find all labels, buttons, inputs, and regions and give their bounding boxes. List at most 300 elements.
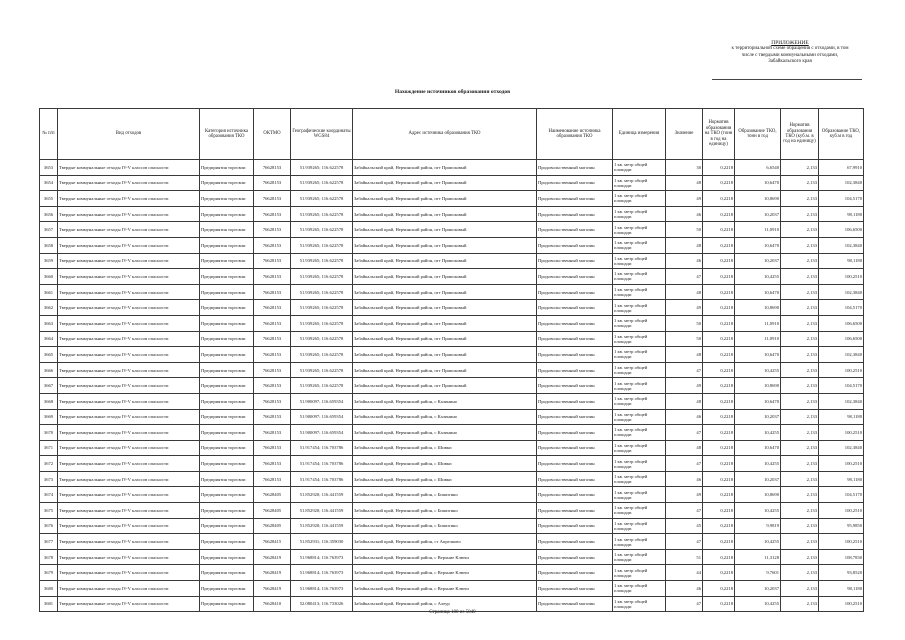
table-row — [40, 503, 864, 519]
coordinates-cell: 51.939265; 116.622578 — [291, 347, 353, 363]
waste-type-cell: Твердые коммунальные отходы IV-V классов опасности — [58, 331, 200, 347]
value-cell: 49 — [666, 487, 703, 503]
address-cell: Забайкальский край, Нерчинский район, с Калинино — [353, 393, 537, 409]
volume-t-cell: 10,4255 — [735, 362, 781, 378]
volume-m3-cell: 95,9850 — [819, 518, 864, 534]
address-cell: Забайкальский край, Нерчинский район, пгт Приисковый — [353, 222, 537, 238]
address-cell: Забайкальский край, Нерчинский район, пгт Приисковый — [353, 253, 537, 269]
oktmo-cell: 76628153 — [254, 175, 291, 191]
value-cell: 47 — [666, 456, 703, 472]
volume-m3-cell: 102,3840 — [819, 347, 864, 363]
coordinates-cell: 51.968814; 116.763973 — [291, 549, 353, 565]
volume-m3-cell: 98,1180 — [819, 471, 864, 487]
volume-t-cell: 10,2037 — [735, 253, 781, 269]
volume-t-cell: 11,3128 — [735, 549, 781, 565]
norm-m3-cell: 2,133 — [781, 160, 819, 176]
address-cell: Забайкальский край, Нерчинский район, с Верхние Ключи — [353, 549, 537, 565]
source-name-cell: Продовольственный магазин — [537, 237, 613, 253]
norm-m3-cell: 2,133 — [781, 487, 819, 503]
norm-m3-cell: 2,133 — [781, 456, 819, 472]
coordinates-cell: 51.939265; 116.622578 — [291, 237, 353, 253]
header-volume-t: Образование ТКО, тонн в год — [735, 109, 781, 160]
volume-m3-cell: 100,2510 — [819, 362, 864, 378]
address-cell: Забайкальский край, Нерчинский район, пгт Приисковый — [353, 160, 537, 176]
source-name-cell: Продовольственный магазин — [537, 440, 613, 456]
source-name-cell: Продовольственный магазин — [537, 300, 613, 316]
norm-t-cell: 0,2218 — [703, 409, 735, 425]
unit-cell: 1 кв. метр общей площади — [613, 503, 666, 519]
waste-type-cell: Твердые коммунальные отходы IV-V классов опасности — [58, 378, 200, 394]
source-name-cell: Продовольственный магазин — [537, 534, 613, 550]
volume-t-cell: 10,6470 — [735, 175, 781, 191]
volume-m3-cell: 98,1180 — [819, 409, 864, 425]
norm-t-cell: 0,2218 — [703, 581, 735, 597]
value-cell: 47 — [666, 269, 703, 285]
unit-cell: 1 кв. метр общей площади — [613, 315, 666, 331]
unit-cell: 1 кв. метр общей площади — [613, 456, 666, 472]
norm-m3-cell: 2,133 — [781, 206, 819, 222]
oktmo-cell: 76628153 — [254, 378, 291, 394]
page-footer: Страница 180 из 5049 — [429, 610, 476, 615]
header-coords: Географические координаты WGS84 — [291, 109, 353, 160]
waste-type-cell: Твердые коммунальные отходы IV-V классов опасности — [58, 253, 200, 269]
norm-t-cell: 0,2218 — [703, 471, 735, 487]
norm-m3-cell: 2,133 — [781, 378, 819, 394]
volume-m3-cell: 100,2510 — [819, 503, 864, 519]
unit-cell: 1 кв. метр общей площади — [613, 253, 666, 269]
address-cell: Забайкальский край, Нерчинский район, с Верхние Ключи — [353, 565, 537, 581]
table-row — [40, 471, 864, 487]
waste-type-cell: Твердые коммунальные отходы IV-V классов опасности — [58, 534, 200, 550]
address-cell: Забайкальский край, Нерчинский район, пгт Приисковый — [353, 378, 537, 394]
coordinates-cell: 51.939265; 116.622578 — [291, 206, 353, 222]
value-cell: 50 — [666, 331, 703, 347]
appendix-underline — [712, 79, 862, 80]
value-cell: 46 — [666, 206, 703, 222]
volume-t-cell: 10,6470 — [735, 284, 781, 300]
unit-cell: 1 кв. метр общей площади — [613, 237, 666, 253]
row-num-cell: 3673 — [40, 471, 58, 487]
unit-cell: 1 кв. метр общей площади — [613, 393, 666, 409]
volume-m3-cell: 98,1180 — [819, 581, 864, 597]
norm-m3-cell: 2,133 — [781, 362, 819, 378]
volume-t-cell: 10,2037 — [735, 206, 781, 222]
waste-type-cell: Твердые коммунальные отходы IV-V классов опасности — [58, 191, 200, 207]
address-cell: Забайкальский край, Нерчинский район, с Калинино — [353, 409, 537, 425]
address-cell: Забайкальский край, Нерчинский район, с Бишигино — [353, 503, 537, 519]
row-num-cell: 3681 — [40, 596, 58, 612]
unit-cell: 1 кв. метр общей площади — [613, 534, 666, 550]
norm-t-cell: 0,2218 — [703, 549, 735, 565]
coordinates-cell: 51.939265; 116.622578 — [291, 253, 353, 269]
unit-cell: 1 кв. метр общей площади — [613, 347, 666, 363]
row-num-cell: 3657 — [40, 222, 58, 238]
waste-type-cell: Твердые коммунальные отходы IV-V классов опасности — [58, 315, 200, 331]
norm-t-cell: 0,2218 — [703, 393, 735, 409]
waste-sources-table — [39, 108, 864, 612]
address-cell: Забайкальский край, Нерчинский район, с Шивки — [353, 456, 537, 472]
header-num: № п/п — [40, 109, 58, 160]
volume-t-cell: 9,7601 — [735, 565, 781, 581]
source-name-cell: Продовольственный магазин — [537, 362, 613, 378]
norm-m3-cell: 2,133 — [781, 269, 819, 285]
row-num-cell: 3672 — [40, 456, 58, 472]
coordinates-cell: 51.900097; 116.659354 — [291, 393, 353, 409]
unit-cell: 1 кв. метр общей площади — [613, 409, 666, 425]
source-name-cell: Продовольственный магазин — [537, 409, 613, 425]
oktmo-cell: 76628153 — [254, 191, 291, 207]
volume-t-cell: 10,6470 — [735, 393, 781, 409]
table-row — [40, 175, 864, 191]
waste-type-cell: Твердые коммунальные отходы IV-V классов опасности — [58, 409, 200, 425]
value-cell: 47 — [666, 503, 703, 519]
unit-cell: 1 кв. метр общей площади — [613, 518, 666, 534]
table-row — [40, 331, 864, 347]
unit-cell: 1 кв. метр общей площади — [613, 378, 666, 394]
waste-type-cell: Твердые коммунальные отходы IV-V классов опасности — [58, 300, 200, 316]
unit-cell: 1 кв. метр общей площади — [613, 581, 666, 597]
waste-type-cell: Твердые коммунальные отходы IV-V классов опасности — [58, 347, 200, 363]
waste-type-cell: Твердые коммунальные отходы IV-V классов опасности — [58, 565, 200, 581]
volume-m3-cell: 102,3840 — [819, 284, 864, 300]
table-row — [40, 378, 864, 394]
volume-t-cell: 10,8690 — [735, 378, 781, 394]
table-row — [40, 237, 864, 253]
table-row — [40, 565, 864, 581]
unit-cell: 1 кв. метр общей площади — [613, 549, 666, 565]
norm-m3-cell: 2,133 — [781, 393, 819, 409]
category-cell: Предприятия торговли — [200, 534, 254, 550]
unit-cell: 1 кв. метр общей площади — [613, 565, 666, 581]
address-cell: Забайкальский край, Нерчинский район, пгт Приисковый — [353, 315, 537, 331]
value-cell: 51 — [666, 549, 703, 565]
coordinates-cell: 52.080413; 116.733026 — [291, 596, 353, 612]
table-row — [40, 425, 864, 441]
row-num-cell: 3661 — [40, 284, 58, 300]
waste-type-cell: Твердые коммунальные отходы IV-V классов опасности — [58, 440, 200, 456]
volume-t-cell: 10,2037 — [735, 581, 781, 597]
volume-t-cell: 10,6470 — [735, 237, 781, 253]
unit-cell: 1 кв. метр общей площади — [613, 160, 666, 176]
row-num-cell: 3660 — [40, 269, 58, 285]
document-title: Нахождение источников образования отходов — [394, 89, 511, 95]
coordinates-cell: 51.939265; 116.622578 — [291, 300, 353, 316]
unit-cell: 1 кв. метр общей площади — [613, 300, 666, 316]
norm-m3-cell: 2,133 — [781, 300, 819, 316]
volume-m3-cell: 100,2510 — [819, 456, 864, 472]
row-num-cell: 3668 — [40, 393, 58, 409]
row-num-cell: 3653 — [40, 160, 58, 176]
header-address: Адрес источника образования ТКО — [353, 109, 537, 160]
coordinates-cell: 51.852931; 116.359030 — [291, 534, 353, 550]
header-value: Значение — [666, 109, 703, 160]
table-row — [40, 487, 864, 503]
norm-t-cell: 0,2218 — [703, 206, 735, 222]
category-cell: Предприятия торговли — [200, 315, 254, 331]
table-row — [40, 549, 864, 565]
unit-cell: 1 кв. метр общей площади — [613, 191, 666, 207]
row-num-cell: 3662 — [40, 300, 58, 316]
waste-type-cell: Твердые коммунальные отходы IV-V классов опасности — [58, 518, 200, 534]
waste-type-cell: Твердые коммунальные отходы IV-V классов опасности — [58, 487, 200, 503]
row-num-cell: 3671 — [40, 440, 58, 456]
row-num-cell: 3677 — [40, 534, 58, 550]
norm-m3-cell: 2,133 — [781, 534, 819, 550]
table-row — [40, 440, 864, 456]
address-cell: Забайкальский край, Нерчинский район, с Шивки — [353, 471, 537, 487]
coordinates-cell: 51.917454; 116.703786 — [291, 456, 353, 472]
row-num-cell: 3667 — [40, 378, 58, 394]
volume-m3-cell: 102,3840 — [819, 175, 864, 191]
value-cell: 45 — [666, 518, 703, 534]
unit-cell: 1 кв. метр общей площади — [613, 487, 666, 503]
table-row — [40, 160, 864, 176]
category-cell: Предприятия торговли — [200, 440, 254, 456]
oktmo-cell: 76628153 — [254, 331, 291, 347]
coordinates-cell: 51.939265; 116.622578 — [291, 175, 353, 191]
value-cell: 46 — [666, 253, 703, 269]
category-cell: Предприятия торговли — [200, 160, 254, 176]
volume-m3-cell: 100,2510 — [819, 269, 864, 285]
value-cell: 49 — [666, 378, 703, 394]
oktmo-cell: 76628153 — [254, 409, 291, 425]
value-cell: 49 — [666, 191, 703, 207]
table-row — [40, 206, 864, 222]
waste-type-cell: Твердые коммунальные отходы IV-V классов опасности — [58, 471, 200, 487]
source-name-cell: Продовольственный магазин — [537, 565, 613, 581]
row-num-cell: 3676 — [40, 518, 58, 534]
table-row — [40, 191, 864, 207]
value-cell: 48 — [666, 347, 703, 363]
address-cell: Забайкальский край, Нерчинский район, с Верхние Ключи — [353, 581, 537, 597]
oktmo-cell: 76628153 — [254, 237, 291, 253]
waste-type-cell: Твердые коммунальные отходы IV-V классов опасности — [58, 456, 200, 472]
row-num-cell: 3665 — [40, 347, 58, 363]
norm-t-cell: 0,2218 — [703, 253, 735, 269]
row-num-cell: 3666 — [40, 362, 58, 378]
norm-t-cell: 0,2218 — [703, 456, 735, 472]
waste-type-cell: Твердые коммунальные отходы IV-V классов опасности — [58, 596, 200, 612]
category-cell: Предприятия торговли — [200, 331, 254, 347]
value-cell: 46 — [666, 471, 703, 487]
table-header-row — [40, 109, 864, 160]
header-norm-t: Норматив образования на ТКО (тонн в год на единицу) — [703, 109, 735, 160]
oktmo-cell: 76628405 — [254, 487, 291, 503]
volume-m3-cell: 102,3840 — [819, 237, 864, 253]
waste-type-cell: Твердые коммунальные отходы IV-V классов опасности — [58, 222, 200, 238]
category-cell: Предприятия торговли — [200, 175, 254, 191]
unit-cell: 1 кв. метр общей площади — [613, 425, 666, 441]
header-category: Категория источника образования ТКО — [200, 109, 254, 160]
value-cell: 50 — [666, 315, 703, 331]
volume-m3-cell: 106,6500 — [819, 222, 864, 238]
volume-t-cell: 10,2037 — [735, 409, 781, 425]
oktmo-cell: 76628153 — [254, 222, 291, 238]
category-cell: Предприятия торговли — [200, 222, 254, 238]
value-cell: 46 — [666, 581, 703, 597]
norm-m3-cell: 2,133 — [781, 237, 819, 253]
norm-t-cell: 0,2218 — [703, 518, 735, 534]
norm-m3-cell: 2,133 — [781, 284, 819, 300]
volume-m3-cell: 104,5170 — [819, 487, 864, 503]
waste-type-cell: Твердые коммунальные отходы IV-V классов опасности — [58, 160, 200, 176]
norm-t-cell: 0,2218 — [703, 300, 735, 316]
source-name-cell: Продовольственный магазин — [537, 581, 613, 597]
waste-type-cell: Твердые коммунальные отходы IV-V классов опасности — [58, 362, 200, 378]
oktmo-cell: 76628153 — [254, 425, 291, 441]
address-cell: Забайкальский край, Нерчинский район, с Шивки — [353, 440, 537, 456]
category-cell: Предприятия торговли — [200, 378, 254, 394]
volume-m3-cell: 100,2510 — [819, 534, 864, 550]
oktmo-cell: 76628405 — [254, 503, 291, 519]
category-cell: Предприятия торговли — [200, 191, 254, 207]
volume-t-cell: 10,8690 — [735, 487, 781, 503]
table-row — [40, 253, 864, 269]
category-cell: Предприятия торговли — [200, 518, 254, 534]
norm-m3-cell: 2,133 — [781, 191, 819, 207]
oktmo-cell: 76628410 — [254, 596, 291, 612]
oktmo-cell: 76628153 — [254, 253, 291, 269]
oktmo-cell: 76628153 — [254, 471, 291, 487]
unit-cell: 1 кв. метр общей площади — [613, 440, 666, 456]
norm-m3-cell: 2,133 — [781, 425, 819, 441]
unit-cell: 1 кв. метр общей площади — [613, 362, 666, 378]
category-cell: Предприятия торговли — [200, 565, 254, 581]
value-cell: 47 — [666, 362, 703, 378]
norm-m3-cell: 2,133 — [781, 596, 819, 612]
oktmo-cell: 76628153 — [254, 440, 291, 456]
header-norm-m3: Норматив образования ТКО (куб.м. в год на единицу) — [781, 109, 819, 160]
value-cell: 48 — [666, 175, 703, 191]
oktmo-cell: 76628153 — [254, 315, 291, 331]
volume-t-cell: 10,8690 — [735, 300, 781, 316]
address-cell: Забайкальский край, Нерчинский район, пгт Приисковый — [353, 206, 537, 222]
waste-type-cell: Твердые коммунальные отходы IV-V классов опасности — [58, 393, 200, 409]
norm-t-cell: 0,2218 — [703, 378, 735, 394]
coordinates-cell: 51.917454; 116.703786 — [291, 471, 353, 487]
volume-m3-cell: 98,1180 — [819, 253, 864, 269]
unit-cell: 1 кв. метр общей площади — [613, 331, 666, 347]
row-num-cell: 3674 — [40, 487, 58, 503]
waste-type-cell: Твердые коммунальные отходы IV-V классов опасности — [58, 206, 200, 222]
appendix-line-2: числе с твердыми коммунальными отходами, — [741, 52, 839, 58]
oktmo-cell: 76628153 — [254, 300, 291, 316]
address-cell: Забайкальский край, Нерчинский район, с Калинино — [353, 425, 537, 441]
source-name-cell: Продовольственный магазин — [537, 549, 613, 565]
address-cell: Забайкальский край, Нерчинский район, с Алеур — [353, 596, 537, 612]
source-name-cell: Продовольственный магазин — [537, 378, 613, 394]
norm-t-cell: 0,2218 — [703, 503, 735, 519]
source-name-cell: Продовольственный магазин — [537, 456, 613, 472]
category-cell: Предприятия торговли — [200, 456, 254, 472]
norm-m3-cell: 2,133 — [781, 518, 819, 534]
source-name-cell: Продовольственный магазин — [537, 315, 613, 331]
norm-t-cell: 0,2218 — [703, 487, 735, 503]
table-row — [40, 347, 864, 363]
source-name-cell: Продовольственный магазин — [537, 471, 613, 487]
table-body — [40, 160, 864, 612]
volume-t-cell: 10,4255 — [735, 503, 781, 519]
norm-t-cell: 0,2218 — [703, 315, 735, 331]
volume-t-cell: 10,4255 — [735, 456, 781, 472]
address-cell: Забайкальский край, Нерчинский район, с Бишигино — [353, 487, 537, 503]
row-num-cell: 3658 — [40, 237, 58, 253]
unit-cell: 1 кв. метр общей площади — [613, 269, 666, 285]
source-name-cell: Продовольственный магазин — [537, 596, 613, 612]
appendix-block — [700, 40, 880, 66]
volume-m3-cell: 100,2510 — [819, 596, 864, 612]
norm-t-cell: 0,2218 — [703, 596, 735, 612]
waste-type-cell: Твердые коммунальные отходы IV-V классов опасности — [58, 581, 200, 597]
unit-cell: 1 кв. метр общей площади — [613, 284, 666, 300]
source-name-cell: Продовольственный магазин — [537, 487, 613, 503]
category-cell: Предприятия торговли — [200, 425, 254, 441]
row-num-cell: 3656 — [40, 206, 58, 222]
volume-t-cell: 10,2037 — [735, 471, 781, 487]
unit-cell: 1 кв. метр общей площади — [613, 596, 666, 612]
waste-type-cell: Твердые коммунальные отходы IV-V классов опасности — [58, 425, 200, 441]
norm-m3-cell: 2,133 — [781, 565, 819, 581]
coordinates-cell: 51.900097; 116.659354 — [291, 409, 353, 425]
table-row — [40, 409, 864, 425]
category-cell: Предприятия торговли — [200, 503, 254, 519]
volume-t-cell: 9,9819 — [735, 518, 781, 534]
row-num-cell: 3654 — [40, 175, 58, 191]
coordinates-cell: 51.900097; 116.659354 — [291, 425, 353, 441]
oktmo-cell: 76628153 — [254, 456, 291, 472]
category-cell: Предприятия торговли — [200, 206, 254, 222]
norm-m3-cell: 2,133 — [781, 175, 819, 191]
coordinates-cell: 51.852920; 116.441559 — [291, 518, 353, 534]
unit-cell: 1 кв. метр общей площади — [613, 222, 666, 238]
volume-m3-cell: 93,8520 — [819, 565, 864, 581]
appendix-line-3: Забайкальского края — [768, 59, 812, 65]
table-row — [40, 518, 864, 534]
row-num-cell: 3659 — [40, 253, 58, 269]
norm-m3-cell: 2,133 — [781, 440, 819, 456]
norm-m3-cell: 2,133 — [781, 409, 819, 425]
waste-type-cell: Твердые коммунальные отходы IV-V классов опасности — [58, 175, 200, 191]
norm-t-cell: 0,2218 — [703, 191, 735, 207]
volume-m3-cell: 104,5170 — [819, 378, 864, 394]
table-row — [40, 269, 864, 285]
address-cell: Забайкальский край, Нерчинский район, пгт Приисковый — [353, 175, 537, 191]
row-num-cell: 3670 — [40, 425, 58, 441]
value-cell: 48 — [666, 393, 703, 409]
source-name-cell: Продовольственный магазин — [537, 160, 613, 176]
source-name-cell: Продовольственный магазин — [537, 222, 613, 238]
volume-t-cell: 10,6470 — [735, 440, 781, 456]
volume-t-cell: 10,4255 — [735, 596, 781, 612]
source-name-cell: Продовольственный магазин — [537, 503, 613, 519]
volume-t-cell: 11,0910 — [735, 315, 781, 331]
volume-t-cell: 11,0910 — [735, 222, 781, 238]
address-cell: Забайкальский край, Нерчинский район, пгт Приисковый — [353, 331, 537, 347]
row-num-cell: 3663 — [40, 315, 58, 331]
oktmo-cell: 76628419 — [254, 565, 291, 581]
address-cell: Забайкальский край, Нерчинский район, с Бишигино — [353, 518, 537, 534]
value-cell: 30 — [666, 160, 703, 176]
coordinates-cell: 51.968814; 116.763973 — [291, 581, 353, 597]
norm-m3-cell: 2,133 — [781, 315, 819, 331]
volume-m3-cell: 102,3840 — [819, 440, 864, 456]
oktmo-cell: 76628153 — [254, 347, 291, 363]
norm-m3-cell: 2,133 — [781, 581, 819, 597]
row-num-cell: 3664 — [40, 331, 58, 347]
value-cell: 47 — [666, 596, 703, 612]
norm-m3-cell: 2,133 — [781, 347, 819, 363]
oktmo-cell: 76628153 — [254, 393, 291, 409]
